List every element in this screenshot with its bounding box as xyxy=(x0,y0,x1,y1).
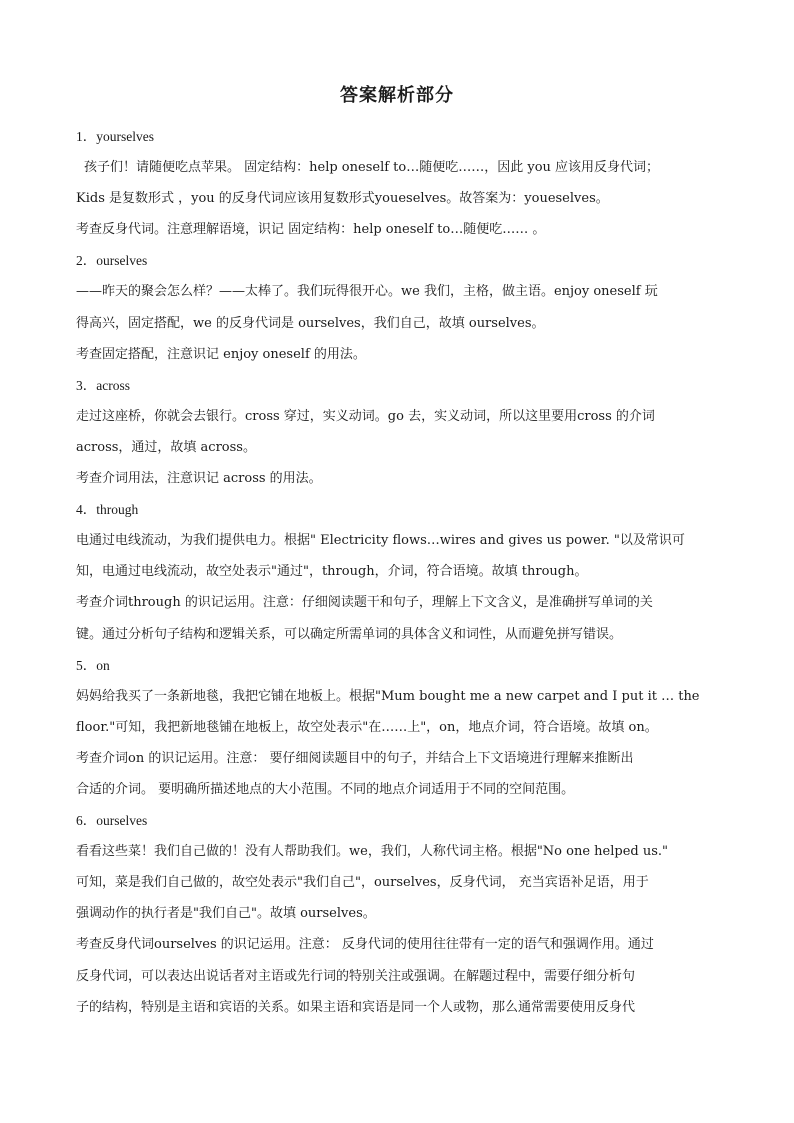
question-answer-line: 3．across xyxy=(76,377,130,393)
explanation-line: 考查介词用法，注意识记 across 的用法。 xyxy=(76,471,322,487)
explanation-line: across，通过，故填 across。 xyxy=(76,439,256,455)
explanation-line: 子的结构，特别是主语和宾语的关系。如果主语和宾语是同一个人或物，那么通常需要使用反身代 xyxy=(76,999,636,1015)
question-answer-line: 1．yourselves xyxy=(76,129,154,144)
explanation-line: 考查反身代词ourselves 的识记运用。注意： 反身代词的使用往往带有一定的语气和强调作用。通过 xyxy=(76,937,654,953)
question-answer-line: 6．ourselves xyxy=(76,813,148,829)
explanation-line: Kids 是复数形式 ，you 的反身代词应该用复数形式youeselves。故答案为：youeselves。 xyxy=(76,191,609,207)
question-answer-line: 5．on xyxy=(76,657,110,673)
explanation-line: 妈妈给我买了一条新地毯，我把它铺在地板上。根据"Mum bought me a new carpet and I put it … the xyxy=(76,688,700,704)
question-answer-line: 2．ourselves xyxy=(76,253,148,269)
explanation-line: 合适的介词。 要明确所描述地点的大小范围。不同的地点介词适用于不同的空间范围。 xyxy=(76,781,575,797)
explanation-line: 键。通过分析句子结构和逻辑关系，可以确定所需单词的具体含义和词性，从而避免拼写错误。 xyxy=(76,626,623,642)
explanation-line: floor."可知，我把新地毯铺在地板上，故空处表示"在……上"，on，地点介词，符合语境。故填 on。 xyxy=(76,719,658,735)
answer-content xyxy=(76,121,724,1023)
explanation-line: ——昨天的聚会怎么样？——太棒了。我们玩得很开心。we 我们，主格，做主语。enjoy oneself 玩 xyxy=(76,284,658,300)
explanation-line: 考查介词through 的识记运用。注意：仔细阅读题干和句子，理解上下文含义，是准确拼写单词的关 xyxy=(76,595,653,611)
explanation-line: 走过这座桥，你就会去银行。cross 穿过，实义动词。go 去，实义动词，所以这里要用cross 的介词 xyxy=(76,408,655,424)
page-title: 答案解析部分 xyxy=(340,85,454,106)
explanation-line: 考查介词on 的识记运用。注意： 要仔细阅读题目中的句子，并结合上下文语境进行理解来推断出 xyxy=(76,750,634,766)
explanation-line: 得高兴，固定搭配，we 的反身代词是 ourselves，我们自己，故填 ourselves。 xyxy=(76,315,545,331)
explanation-line: 考查反身代词。注意理解语境，识记 固定结构：help oneself to…随便吃…… 。 xyxy=(76,222,546,238)
explanation-line: 知，电通过电线流动，故空处表示"通过"，through，介词，符合语境。故填 through。 xyxy=(76,564,588,580)
explanation-line: 看看这些菜！我们自己做的！没有人帮助我们。we，我们，人称代词主格。根据"No one helped us." xyxy=(76,844,669,860)
explanation-line: 考查固定搭配，注意识记 enjoy oneself 的用法。 xyxy=(76,346,366,362)
question-answer-line: 4．through xyxy=(76,502,139,518)
explanation-line: 反身代词，可以表达出说话者对主语或先行词的特别关注或强调。在解题过程中，需要仔细分析句 xyxy=(76,968,636,984)
explanation-line: 孩子们！请随便吃点苹果。 固定结构：help oneself to…随便吃……，因此 you 应该用反身代词； xyxy=(84,160,660,176)
explanation-line: 强调动作的执行者是"我们自己"。故填 ourselves。 xyxy=(76,906,376,922)
explanation-line: 电通过电线流动，为我们提供电力。根据" Electricity flows…wires and gives us power. "以及常识可 xyxy=(76,533,685,549)
explanation-line: 可知，菜是我们自己做的，故空处表示"我们自己"，ourselves，反身代词， 充当宾语补足语，用于 xyxy=(76,875,649,891)
